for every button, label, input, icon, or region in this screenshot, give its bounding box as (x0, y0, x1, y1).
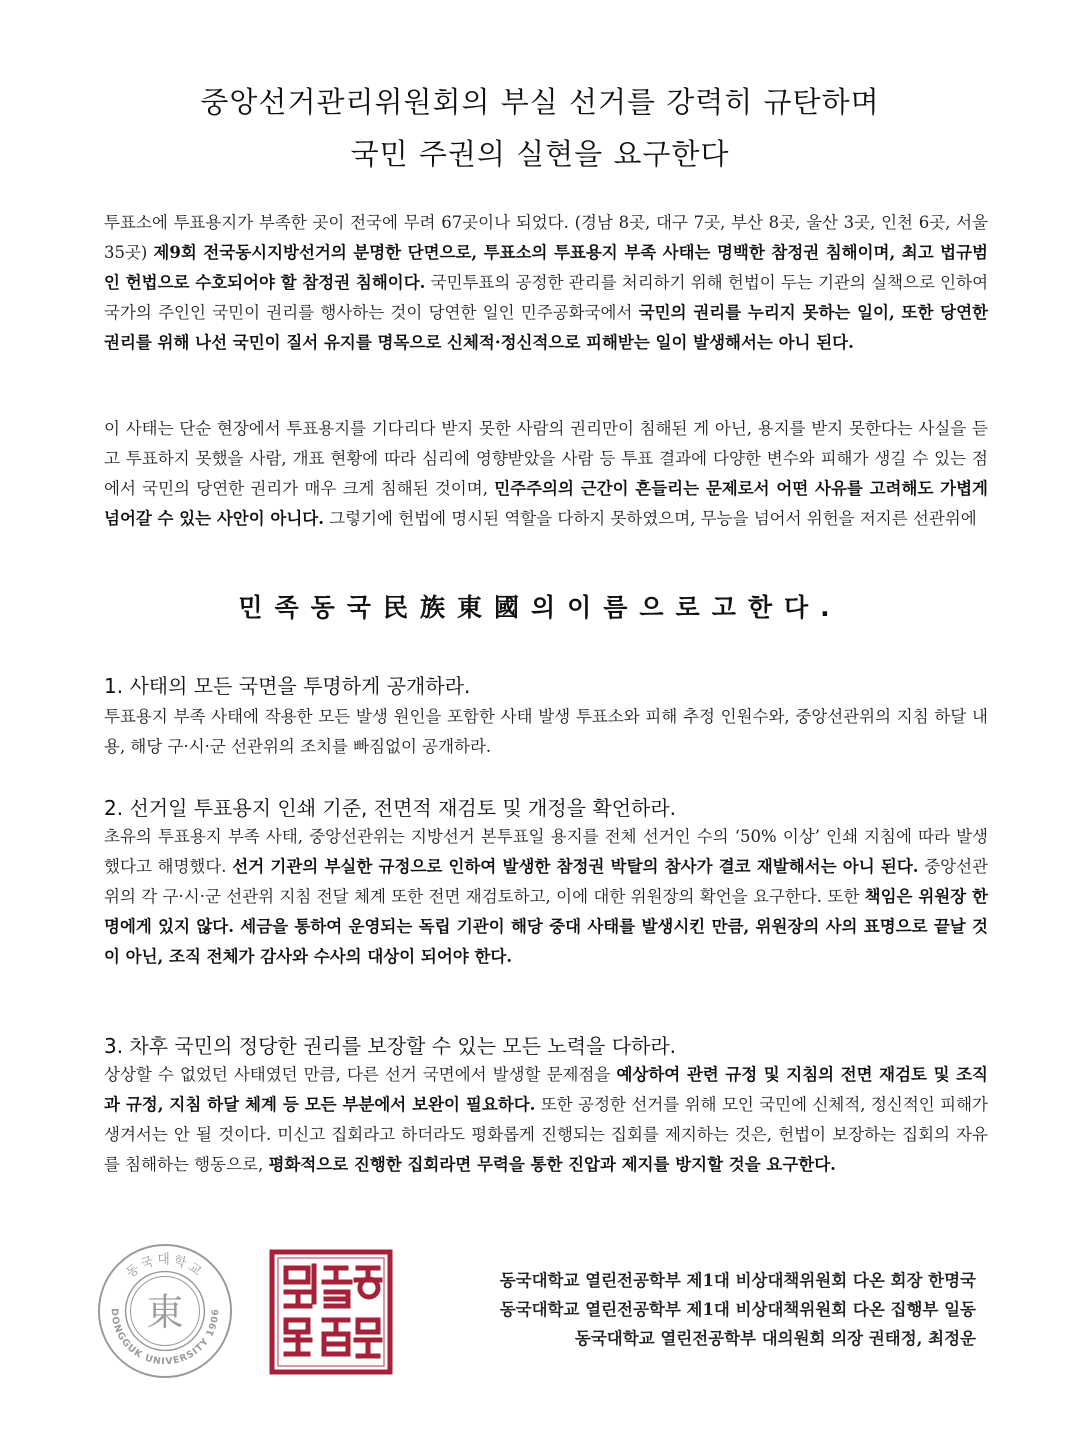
logo-text-bottom: DONGGUK UNIVERSITY 1906 (108, 1308, 222, 1368)
paragraph-2 (104, 414, 988, 534)
paragraph-text: 또한 공정한 선거를 위해 모인 국민에 신체적, 정신적인 피해가 생겨서는 안 될 것이다. 미신고 집회라고 하더라도 평화롭게 진행되는 집회를 제지하는 것은, 헌법이 보장하는 집회의 자유를 침해하는 행동으로, (104, 1095, 988, 1174)
section-3-heading: 3. 차후 국민의 정당한 권리를 보장할 수 있는 모든 노력을 다하라. (104, 1034, 677, 1058)
paragraph-bold-text: 제9회 전국동시지방선거의 분명한 단면으로, 투표소의 투표용지 부족 사태는 명백한 참정권 침해이며, 최고 법규범인 헌법으로 수호되어야 할 참정권 침해이다. (104, 243, 988, 292)
paragraph-text: 상상할 수 없었던 사태였던 만큼, 다른 선거 국면에서 발생할 문제점을 (104, 1065, 617, 1084)
title-line-1: 중앙선거관리위원회의 부실 선거를 강력히 규탄하며 (200, 85, 880, 119)
paragraph-bold-text: 선거 기관의 부실한 규정으로 인하여 발생한 참정권 박탈의 참사가 결코 재발해서는 아니 된다. (232, 857, 919, 876)
paragraph-text: 투표용지 부족 사태에 작용한 모든 발생 원인을 포함한 사태 발생 투표소와 피해 추정 인원수와, 중앙선관위의 지침 하달 내용, 해당 구·시·군 선관위의 조치를 빠짐없이 공개하라. (104, 707, 988, 756)
section-1-heading: 1. 사태의 모든 국면을 투명하게 공개하라. (104, 674, 471, 698)
paragraph-bold-text: 평화적으로 진행한 집회라면 무력을 통한 진압과 제지를 방지할 것을 요구한다. (268, 1155, 836, 1174)
paragraph-text: 그렇기에 헌법에 명시된 역할을 다하지 못하였으며, 무능을 넘어서 위헌을 저지른 선관위에 (324, 509, 977, 528)
dongguk-university-logo (96, 1242, 234, 1380)
section-3-body (104, 1060, 988, 1180)
signature-block (376, 1266, 976, 1353)
section-2-heading: 2. 선거일 투표용지 인쇄 기준, 전면적 재검토 및 개정을 확언하라. (104, 796, 677, 820)
signature-line-2: 동국대학교 열린전공학부 제1대 비상대책위원회 다온 집행부 일동 (499, 1300, 976, 1319)
section-2-body (104, 822, 988, 972)
paragraph-bold-text: 책임은 위원장 한 명에게 있지 않다. 세금을 통하여 운영되는 독립 기관이 해당 중대 사태를 발생시킨 만큼, 위원장의 사의 표명으로 끝날 것이 아닌, 조직 전체가 감사와 수사의 대상이 되어야 한다. (104, 887, 988, 966)
paragraph-text: 중앙선관위의 각 구·시·군 선관위 지침 전달 체계 또한 전면 재검토하고, 이에 대한 위원장의 확언을 요구한다. 또한 (104, 857, 989, 906)
signature-line-3: 동국대학교 열린전공학부 대의원회 의장 권태정, 최정운 (574, 1329, 976, 1348)
paragraph-bold-text: 국민의 권리를 누리지 못하는 일이, 또한 당연한 권리를 위해 나선 국민이 질서 유지를 명목으로 신체적·정신적으로 피해받는 일이 발생해서는 아니 된다. (104, 303, 988, 352)
paragraph-text: 투표소에 투표용지가 부족한 곳이 전국에 무려 67곳이나 되었다. (경남 8곳, 대구 7곳, 부산 8곳, 울산 3곳, 인천 6곳, 서울 35곳) (104, 213, 988, 262)
paragraph-bold-text: 민주주의의 근간이 흔들리는 문제로서 어떤 사유를 고려해도 가볍게 넘어갈 수 있는 사안이 아니다. (104, 479, 988, 528)
title-line-2: 국민 주권의 실현을 요구한다 (350, 137, 730, 171)
section-1-body (104, 702, 988, 762)
logo-center-glyph: 東 (146, 1289, 184, 1334)
signature-line-1: 동국대학교 열린전공학부 제1대 비상대책위원회 다온 회장 한명국 (499, 1271, 976, 1290)
logo-text-top: 동국대학교 (123, 1252, 207, 1282)
paragraph-1 (104, 208, 988, 358)
document-title (60, 76, 1020, 180)
declaration-heading: 민족동국民族東國의이름으로고한다. (238, 593, 842, 622)
paragraph-text: 이 사태는 단순 현장에서 투표용지를 기다리다 받지 못한 사람의 권리만이 침해된 게 아닌, 용지를 받지 못한다는 사실을 듣고 투표하지 못했을 사람, 개표 현황에 따라 심리에 영향받았을 사람 등 투표 결과에 다양한 변수와 피해가 생길 수 있는 점에서 국민의 당연한 권리가 매우 크게 침해된 것이며, (104, 419, 988, 498)
paragraph-text: 초유의 투표용지 부족 사태, 중앙선관위는 지방선거 본투표일 용지를 전체 선거인 수의 ‘50% 이상’ 인쇄 지침에 따라 발생했다고 해명했다. (104, 827, 988, 876)
paragraph-bold-text: 예상하여 관련 규정 및 지침의 전면 재검토 및 조직과 규정, 지침 하달 체계 등 모든 부분에서 보완이 필요하다. (104, 1065, 988, 1114)
paragraph-text: 국민투표의 공정한 관리를 처리하기 위해 헌법이 두는 기관의 실책으로 인하여 국가의 주인인 국민이 권리를 행사하는 것이 당연한 일인 민주공화국에서 (104, 273, 989, 322)
